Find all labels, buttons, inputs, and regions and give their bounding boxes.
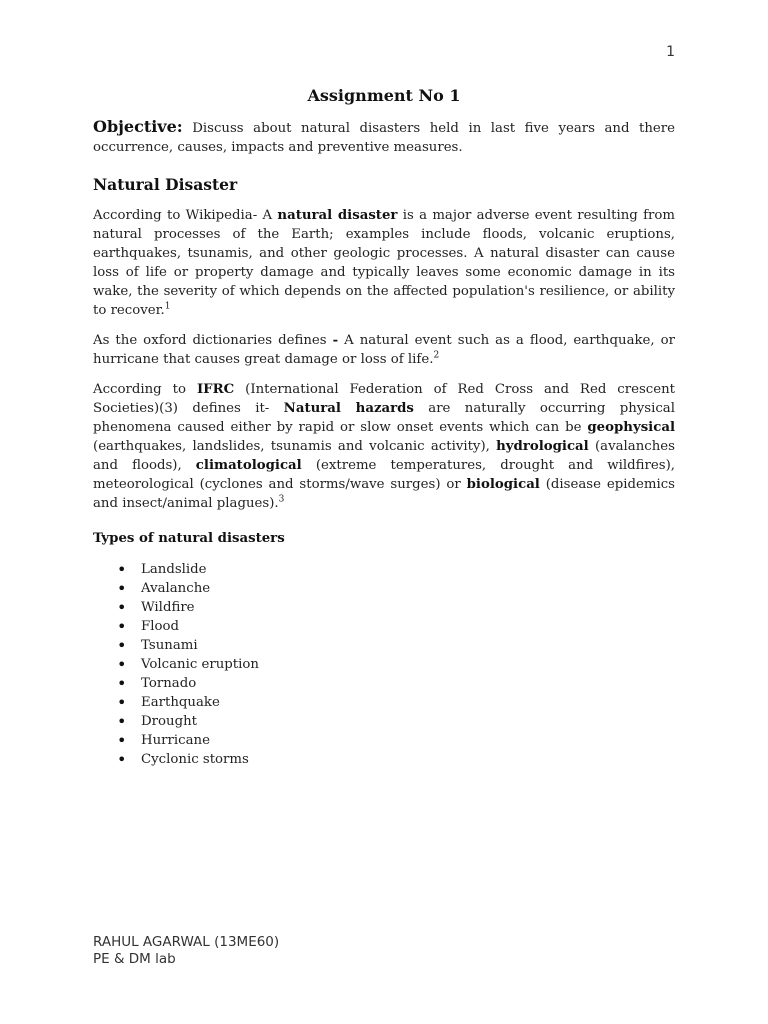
footer-course: PE & DM lab [93, 951, 176, 967]
list-item: • Volcanic eruption [117, 655, 675, 674]
footnote-ref-2: 2 [433, 350, 440, 361]
list-item: • Drought [117, 712, 675, 731]
para1-text-1: According to Wikipedia- A [93, 208, 278, 223]
para3-text-2: (International Federation of Red Cross and Red crescent Societies)(3) defines it- [93, 382, 675, 416]
wikipedia-definition-paragraph [93, 206, 675, 320]
types-heading: Types of natural disasters [93, 531, 285, 546]
list-item: • Cyclonic storms [117, 750, 675, 769]
para3-bold-biological: biological [466, 477, 540, 492]
disaster-types-list [93, 560, 675, 769]
assignment-title: Assignment No 1 [307, 86, 461, 105]
ifrc-definition-paragraph [93, 380, 675, 513]
para3-bold-hydrological: hydrological [496, 439, 589, 454]
list-item: • Landslide [117, 560, 675, 579]
oxford-definition-paragraph [93, 331, 675, 369]
para2-bold-dash: - [332, 333, 339, 348]
page-footer [93, 934, 279, 968]
para3-bold-ifrc: IFRC [196, 382, 235, 397]
objective-paragraph [93, 117, 675, 157]
para3-text-5: (avalanches and floods), [93, 439, 675, 473]
objective-text: Discuss about natural disasters held in last five years and there occurrence, causes, impacts and preventive measures. [93, 121, 675, 155]
page-number: 1 [666, 44, 675, 60]
list-item: • Earthquake [117, 693, 675, 712]
para3-bold-climatological: climatological [195, 458, 302, 473]
list-item: • Flood [117, 617, 675, 636]
section-title: Natural Disaster [93, 175, 238, 194]
footnote-ref-1: 1 [164, 301, 171, 312]
para1-bold-natural-disaster: natural disaster [277, 208, 398, 223]
para3-text-4: (earthquakes, landslides, tsunamis and volcanic activity), [93, 439, 497, 454]
para3-bold-natural-hazards: Natural hazards [283, 401, 414, 416]
para3-text-3: are naturally occurring physical phenomena caused either by rapid or slow onset events which can be [93, 401, 675, 435]
list-item: • Tornado [117, 674, 675, 693]
list-item: • Avalanche [117, 579, 675, 598]
para2-text-1: As the oxford dictionaries defines [93, 333, 333, 348]
para2-text-2: A natural event such as a flood, earthquake, or hurricane that causes great damage or loss of life. [93, 333, 675, 367]
footnote-ref-3: 3 [278, 494, 285, 505]
para3-text-6: (extreme temperatures, drought and wildfires), meteorological (cyclones and storms/wave surges) or [93, 458, 675, 492]
para3-text-7: (disease epidemics and insect/animal plagues). [93, 477, 675, 511]
para3-text-1: According to [93, 382, 197, 397]
footer-author: RAHUL AGARWAL (13ME60) [93, 934, 280, 950]
list-item: • Tsunami [117, 636, 675, 655]
document-body [93, 86, 675, 769]
para3-bold-geophysical: geophysical [587, 420, 675, 435]
objective-label: Objective: [93, 117, 183, 136]
para1-text-2: is a major adverse event resulting from natural processes of the Earth; examples include floods, volcanic eruptions, earthquakes, tsunamis, and other geologic processes. A natural disaster can cause loss of life or property damage and typically leaves some economic damage in its wake, the severity of which depends on the affected population's resilience, or ability to recover. [93, 208, 675, 318]
list-item: • Hurricane [117, 731, 675, 750]
list-item: • Wildfire [117, 598, 675, 617]
